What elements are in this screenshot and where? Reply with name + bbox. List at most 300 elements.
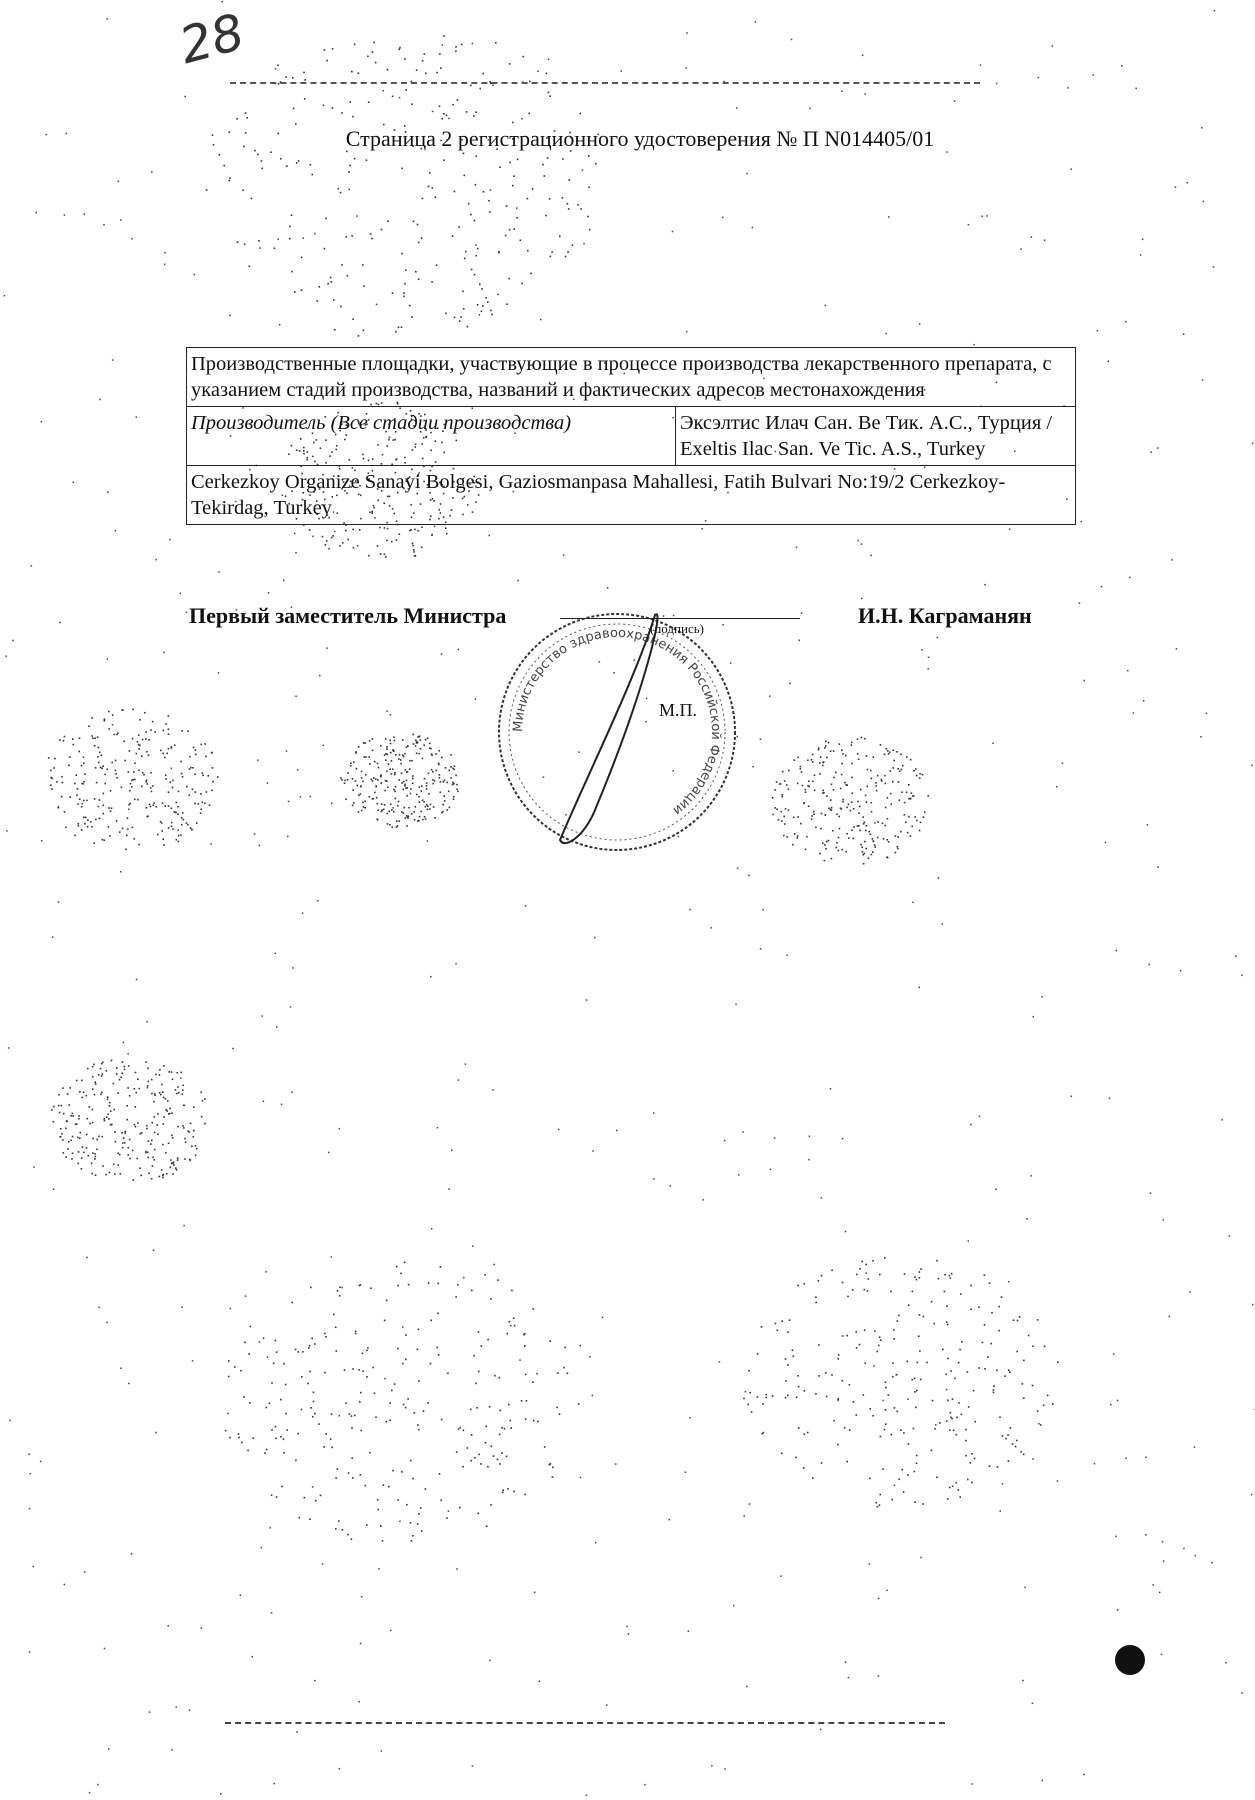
noise-dot — [458, 226, 460, 228]
noise-dot — [242, 190, 244, 192]
noise-dot — [1070, 168, 1072, 170]
noise-dot — [367, 1347, 369, 1349]
noise-dot — [452, 104, 454, 106]
noise-dot — [100, 1094, 102, 1096]
noise-dot — [377, 1499, 379, 1501]
noise-dot — [347, 275, 349, 277]
noise-dot — [1116, 950, 1118, 952]
noise-dot — [439, 777, 441, 779]
noise-dot — [464, 258, 466, 260]
noise-dot — [374, 1393, 376, 1395]
noise-dot — [797, 837, 799, 839]
noise-dot — [818, 1375, 820, 1377]
noise-dot — [530, 273, 532, 275]
noise-dot — [547, 157, 549, 159]
noise-dot — [372, 738, 374, 740]
role-cell: Производитель (Все стадии производства) — [187, 407, 676, 466]
noise-dot — [59, 1112, 61, 1114]
noise-dot — [421, 237, 423, 239]
noise-dot — [885, 333, 887, 335]
noise-dot — [257, 154, 259, 156]
noise-dot — [350, 762, 352, 764]
noise-dot — [202, 772, 204, 774]
noise-dot — [243, 1396, 245, 1398]
noise-dot — [63, 1152, 65, 1154]
noise-dot — [857, 825, 859, 827]
noise-dot — [455, 51, 457, 53]
noise-dot — [350, 101, 352, 103]
noise-dot — [391, 826, 393, 828]
noise-dot — [913, 1428, 915, 1430]
noise-dot — [427, 806, 429, 808]
noise-dot — [175, 1167, 177, 1169]
noise-dot — [387, 823, 389, 825]
seal-text: Министерство здравоохранения Российской Федерации — [510, 625, 724, 819]
noise-dot — [418, 1329, 420, 1331]
noise-dot — [392, 749, 394, 751]
noise-dot — [517, 580, 519, 582]
noise-dot — [826, 757, 828, 759]
noise-dot — [949, 1275, 951, 1277]
noise-dot — [499, 1463, 501, 1465]
noise-dot — [109, 1105, 111, 1107]
noise-dot — [229, 315, 231, 317]
noise-dot — [252, 1656, 254, 1658]
noise-dot — [402, 1363, 404, 1365]
noise-dot — [874, 846, 876, 848]
noise-dot — [523, 56, 525, 58]
noise-dot — [800, 768, 802, 770]
noise-dot — [162, 1177, 164, 1179]
noise-dot — [968, 224, 970, 226]
noise-dot — [86, 1257, 88, 1259]
noise-dot — [919, 773, 921, 775]
noise-dot — [431, 769, 433, 771]
noise-dot — [340, 306, 342, 308]
noise-dot — [876, 1502, 878, 1504]
noise-dot — [331, 802, 333, 804]
noise-dot — [805, 849, 807, 851]
noise-dot — [78, 1115, 80, 1117]
noise-dot — [919, 323, 921, 325]
noise-dot — [451, 1150, 453, 1152]
noise-dot — [115, 770, 117, 772]
noise-dot — [456, 1451, 458, 1453]
noise-dot — [168, 1071, 170, 1073]
noise-dot — [831, 1374, 833, 1376]
noise-dot — [162, 1144, 164, 1146]
noise-dot — [291, 214, 293, 216]
noise-dot — [385, 753, 387, 755]
noise-dot — [1093, 74, 1095, 76]
noise-dot — [159, 1074, 161, 1076]
noise-dot — [860, 844, 862, 846]
noise-dot — [286, 165, 288, 167]
noise-dot — [386, 748, 388, 750]
noise-dot — [416, 741, 418, 743]
noise-dot — [58, 1105, 60, 1107]
noise-dot — [58, 806, 60, 808]
noise-dot — [839, 828, 841, 830]
noise-dot — [310, 1407, 312, 1409]
noise-dot — [399, 779, 401, 781]
noise-dot — [285, 1384, 287, 1386]
noise-dot — [900, 831, 902, 833]
noise-dot — [461, 44, 463, 46]
noise-dot — [851, 742, 853, 744]
noise-dot — [808, 806, 810, 808]
noise-dot — [487, 1339, 489, 1341]
noise-dot — [400, 759, 402, 761]
noise-dot — [398, 801, 400, 803]
noise-dot — [448, 1188, 450, 1190]
noise-dot — [394, 774, 396, 776]
noise-dot — [245, 1295, 247, 1297]
noise-dot — [406, 780, 408, 782]
noise-dot — [892, 767, 894, 769]
noise-dot — [189, 1159, 191, 1161]
noise-dot — [984, 1368, 986, 1370]
noise-dot — [419, 735, 421, 737]
noise-dot — [130, 783, 132, 785]
noise-dot — [900, 754, 902, 756]
noise-dot — [201, 744, 203, 746]
noise-dot — [249, 1402, 251, 1404]
noise-dot — [381, 811, 383, 813]
noise-dot — [241, 1442, 243, 1444]
noise-dot — [81, 829, 83, 831]
noise-dot — [62, 1087, 64, 1089]
noise-dot — [947, 1324, 949, 1326]
noise-dot — [324, 1372, 326, 1374]
noise-dot — [1067, 87, 1069, 89]
noise-dot — [895, 835, 897, 837]
noise-dot — [191, 1146, 193, 1148]
noise-dot — [942, 924, 944, 926]
noise-dot — [377, 763, 379, 765]
noise-dot — [446, 533, 448, 535]
noise-dot — [456, 1568, 458, 1570]
noise-dot — [394, 791, 396, 793]
noise-dot — [952, 1398, 954, 1400]
noise-dot — [414, 819, 416, 821]
noise-dot — [512, 185, 514, 187]
noise-dot — [430, 976, 432, 978]
noise-dot — [172, 1137, 174, 1139]
noise-dot — [74, 835, 76, 837]
noise-dot — [796, 547, 798, 549]
noise-dot — [825, 741, 827, 743]
noise-dot — [956, 1434, 958, 1436]
noise-dot — [1097, 330, 1099, 332]
noise-dot — [825, 1372, 827, 1374]
noise-dot — [884, 1429, 886, 1431]
noise-dot — [314, 233, 316, 235]
noise-dot — [78, 823, 80, 825]
noise-dot — [864, 93, 866, 95]
noise-dot — [863, 1394, 865, 1396]
noise-dot — [509, 278, 511, 280]
noise-dot — [894, 1485, 896, 1487]
noise-dot — [347, 779, 349, 781]
noise-dot — [427, 840, 429, 842]
noise-dot — [886, 839, 888, 841]
noise-dot — [161, 1084, 163, 1086]
noise-dot — [394, 1383, 396, 1385]
noise-dot — [907, 1398, 909, 1400]
noise-dot — [302, 912, 304, 914]
noise-dot — [275, 68, 277, 70]
noise-dot — [134, 799, 136, 801]
noise-dot — [406, 825, 408, 827]
table-row — [187, 407, 1076, 466]
noise-dot — [472, 1765, 474, 1767]
noise-dot — [98, 806, 100, 808]
noise-dot — [362, 802, 364, 804]
noise-dot — [920, 1557, 922, 1559]
noise-dot — [406, 795, 408, 797]
noise-dot — [402, 754, 404, 756]
noise-dot — [295, 1460, 297, 1462]
noise-dot — [989, 1282, 991, 1284]
noise-dot — [95, 1156, 97, 1158]
noise-dot — [223, 165, 225, 167]
noise-dot — [505, 235, 507, 237]
noise-dot — [542, 164, 544, 166]
noise-dot — [310, 796, 312, 798]
noise-dot — [295, 1349, 297, 1351]
noise-dot — [368, 101, 370, 103]
noise-dot — [392, 96, 394, 98]
noise-dot — [830, 799, 832, 801]
noise-dot — [171, 1162, 173, 1164]
noise-dot — [443, 159, 445, 161]
noise-dot — [28, 1454, 30, 1456]
noise-dot — [377, 819, 379, 821]
noise-dot — [153, 805, 155, 807]
noise-dot — [384, 804, 386, 806]
noise-dot — [163, 844, 165, 846]
noise-dot — [86, 1095, 88, 1097]
noise-dot — [391, 773, 393, 775]
noise-dot — [141, 755, 143, 757]
noise-dot — [877, 821, 879, 823]
noise-dot — [405, 1334, 407, 1336]
noise-dot — [792, 844, 794, 846]
noise-dot — [202, 775, 204, 777]
noise-dot — [452, 784, 454, 786]
noise-dot — [906, 792, 908, 794]
noise-dot — [959, 1496, 961, 1498]
noise-dot — [840, 807, 842, 809]
noise-dot — [96, 782, 98, 784]
noise-dot — [296, 1731, 298, 1733]
noise-dot — [99, 818, 101, 820]
noise-dot — [1022, 1383, 1024, 1385]
noise-dot — [533, 1420, 535, 1422]
noise-dot — [98, 1136, 100, 1138]
noise-dot — [934, 1428, 936, 1430]
noise-dot — [186, 822, 188, 824]
noise-dot — [797, 783, 799, 785]
noise-dot — [360, 793, 362, 795]
noise-dot — [94, 1153, 96, 1155]
noise-dot — [432, 783, 434, 785]
noise-dot — [94, 798, 96, 800]
noise-dot — [69, 796, 71, 798]
noise-dot — [842, 799, 844, 801]
noise-dot — [187, 730, 189, 732]
noise-dot — [901, 769, 903, 771]
noise-dot — [102, 839, 104, 841]
noise-dot — [525, 1418, 527, 1420]
noise-dot — [884, 754, 886, 756]
noise-dot — [430, 1363, 432, 1365]
noise-dot — [58, 1094, 60, 1096]
noise-dot — [355, 1331, 357, 1333]
noise-dot — [989, 1465, 991, 1467]
noise-dot — [490, 1504, 492, 1506]
noise-dot — [174, 744, 176, 746]
noise-dot — [488, 200, 490, 202]
noise-dot — [51, 778, 53, 780]
noise-dot — [528, 113, 530, 115]
noise-dot — [846, 1461, 848, 1463]
noise-dot — [888, 216, 890, 218]
noise-dot — [129, 750, 131, 752]
noise-dot — [390, 714, 392, 716]
noise-dot — [390, 743, 392, 745]
noise-dot — [176, 1093, 178, 1095]
noise-dot — [390, 1630, 392, 1632]
noise-dot — [842, 801, 844, 803]
noise-dot — [476, 255, 478, 257]
noise-dot — [815, 1393, 817, 1395]
noise-dot — [848, 837, 850, 839]
noise-dot — [134, 1088, 136, 1090]
noise-dot — [276, 1026, 278, 1028]
noise-dot — [429, 747, 431, 749]
noise-dot — [838, 1354, 840, 1356]
noise-dot — [129, 1139, 131, 1141]
noise-dot — [119, 1154, 121, 1156]
noise-dot — [63, 1113, 65, 1115]
noise-dot — [128, 1147, 130, 1149]
noise-dot — [431, 281, 433, 283]
noise-dot — [352, 1477, 354, 1479]
noise-dot — [372, 780, 374, 782]
noise-dot — [340, 777, 342, 779]
noise-dot — [545, 215, 547, 217]
noise-dot — [701, 528, 703, 530]
noise-dot — [139, 1167, 141, 1169]
noise-dot — [448, 1510, 450, 1512]
noise-dot — [906, 756, 908, 758]
noise-dot — [64, 214, 65, 216]
noise-dot — [474, 1457, 476, 1459]
noise-dot — [181, 824, 183, 826]
noise-dot — [280, 158, 282, 160]
noise-dot — [423, 1410, 425, 1412]
noise-dot — [916, 1455, 918, 1457]
noise-dot — [384, 554, 386, 556]
noise-dot — [441, 1419, 443, 1421]
noise-dot — [424, 778, 426, 780]
noise-dot — [919, 777, 921, 779]
noise-dot — [950, 1370, 952, 1372]
noise-dot — [799, 640, 801, 642]
noise-dot — [804, 802, 806, 804]
noise-dot — [951, 1418, 953, 1420]
noise-dot — [946, 1305, 948, 1307]
noise-dot — [892, 1362, 894, 1364]
noise-dot — [136, 416, 138, 418]
noise-dot — [94, 842, 96, 844]
noise-dot — [195, 1145, 197, 1147]
noise-dot — [457, 791, 459, 793]
noise-dot — [1037, 1410, 1039, 1412]
noise-dot — [831, 858, 833, 860]
noise-dot — [31, 565, 32, 567]
noise-dot — [403, 781, 405, 783]
noise-dot — [918, 1335, 920, 1337]
noise-dot — [417, 1349, 419, 1351]
noise-dot — [1023, 1454, 1025, 1456]
noise-dot — [368, 555, 370, 557]
noise-dot — [150, 806, 152, 808]
noise-dot — [91, 735, 93, 737]
noise-dot — [540, 319, 542, 321]
noise-dot — [383, 1484, 385, 1486]
noise-dot — [504, 1428, 506, 1430]
noise-dot — [414, 529, 416, 531]
noise-dot — [602, 1317, 604, 1319]
noise-dot — [580, 1477, 582, 1479]
noise-dot — [392, 807, 394, 809]
noise-dot — [389, 1402, 391, 1404]
noise-dot — [147, 1085, 149, 1087]
noise-dot — [386, 771, 388, 773]
noise-dot — [456, 789, 458, 791]
noise-dot — [877, 775, 879, 777]
noise-dot — [440, 1266, 442, 1268]
noise-dot — [147, 815, 149, 817]
noise-dot — [139, 1088, 141, 1090]
noise-dot — [108, 711, 110, 713]
noise-dot — [911, 826, 913, 828]
noise-dot — [121, 1132, 123, 1134]
noise-dot — [167, 1625, 169, 1627]
noise-dot — [435, 196, 437, 198]
noise-dot — [70, 1115, 72, 1117]
noise-dot — [150, 787, 152, 789]
noise-dot — [364, 801, 366, 803]
noise-dot — [403, 296, 405, 298]
noise-dot — [281, 1104, 283, 1106]
noise-dot — [140, 1175, 142, 1177]
noise-dot — [537, 1421, 539, 1423]
noise-dot — [136, 753, 138, 755]
noise-dot — [914, 1501, 916, 1503]
noise-dot — [296, 162, 298, 164]
noise-dot — [170, 781, 172, 783]
noise-dot — [828, 840, 830, 842]
noise-dot — [906, 1361, 908, 1363]
noise-dot — [912, 1291, 914, 1293]
noise-dot — [858, 758, 860, 760]
noise-dot — [1121, 65, 1123, 67]
noise-dot — [459, 1507, 461, 1509]
